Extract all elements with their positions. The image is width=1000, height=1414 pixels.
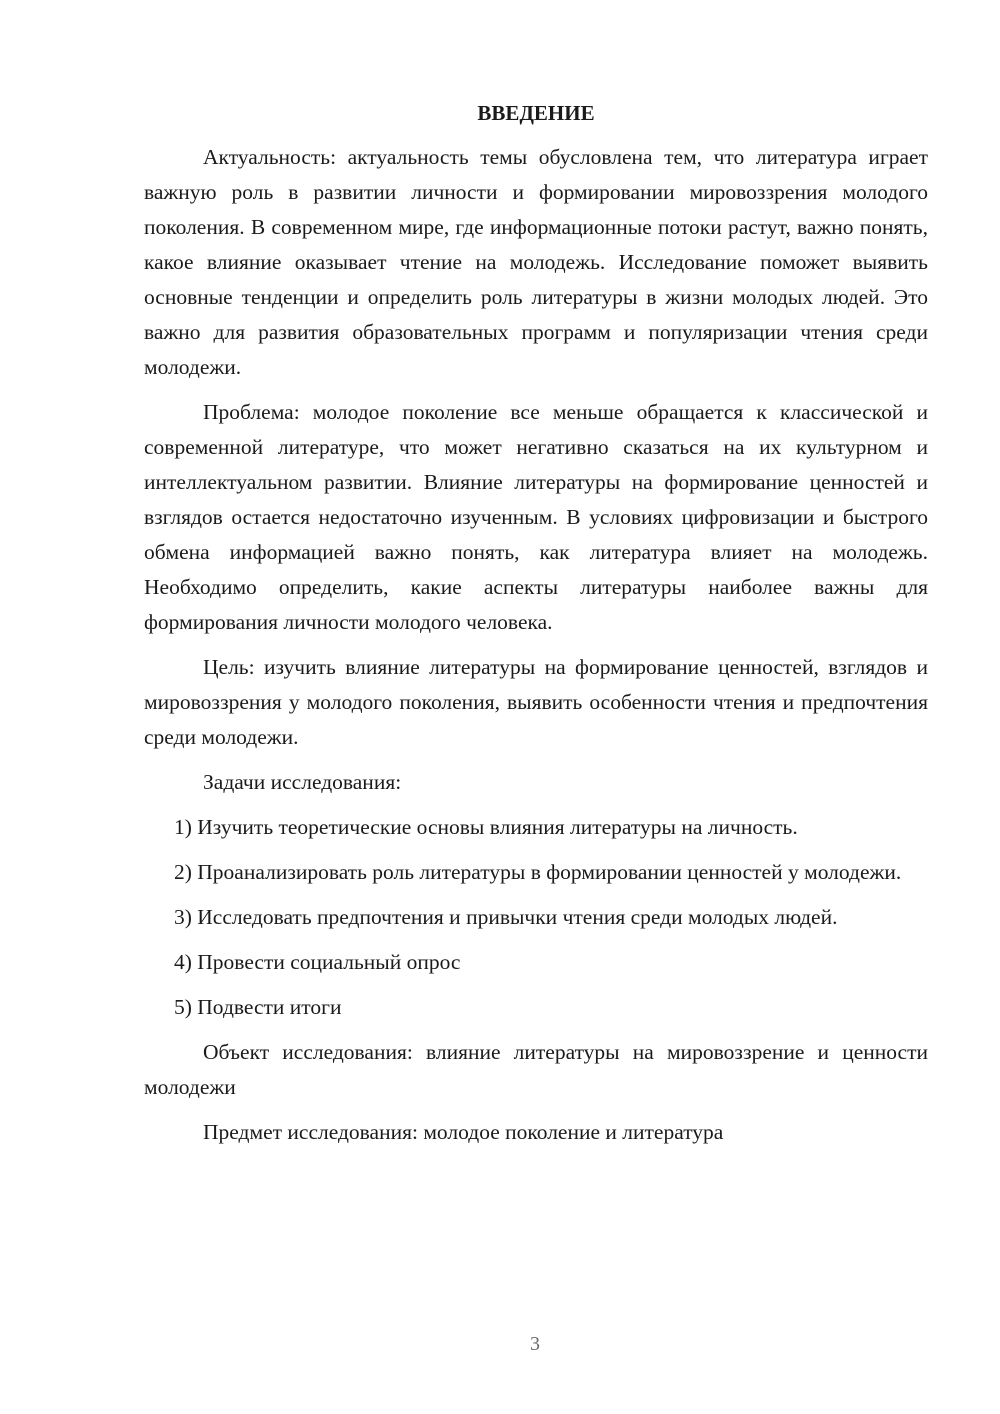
page-number: 3	[530, 1333, 540, 1355]
task-item-3: 3) Исследовать предпочтения и привычки чтения среди молодых людей.	[174, 905, 838, 929]
task-item-5: 5) Подвести итоги	[174, 995, 342, 1019]
paragraph-object: Объект исследования: влияние литературы на мировоззрение и ценности молодежи	[144, 1040, 928, 1099]
task-item-4: 4) Провести социальный опрос	[174, 950, 461, 974]
task-item-1: 1) Изучить теоретические основы влияния литературы на личность.	[174, 815, 798, 839]
section-title: ВВЕДЕНИЕ	[477, 101, 595, 125]
paragraph-subject: Предмет исследования: молодое поколение и литература	[203, 1120, 724, 1144]
task-item-2: 2) Проанализировать роль литературы в формировании ценностей у молодежи.	[174, 860, 902, 884]
paragraph-goal: Цель: изучить влияние литературы на формирование ценностей, взглядов и мировоззрения у молодого поколения, выявить особенности чтения и предпочтения среди молодежи.	[144, 655, 928, 749]
paragraph-relevance: Актуальность: актуальность темы обусловлена тем, что литература играет важную роль в развитии личности и формировании мировоззрения молодого поколения. В современном мире, где информационные потоки растут, важно понять, какое влияние оказывает чтение на молодежь. Исследование поможет выявить основные тенденции и определить роль литературы в жизни молодых людей. Это важно для развития образовательных программ и популяризации чтения среди молодежи.	[144, 145, 928, 379]
tasks-heading: Задачи исследования:	[203, 770, 402, 794]
document-page	[144, 96, 928, 1160]
paragraph-problem: Проблема: молодое поколение все меньше обращается к классической и современной литературе, что может негативно сказаться на их культурном и интеллектуальном развитии. Влияние литературы на формирование ценностей и взглядов остается недостаточно изученным. В условиях цифровизации и быстрого обмена информацией важно понять, как литература влияет на молодежь. Необходимо определить, какие аспекты литературы наиболее важны для формирования личности молодого человека.	[144, 400, 928, 634]
